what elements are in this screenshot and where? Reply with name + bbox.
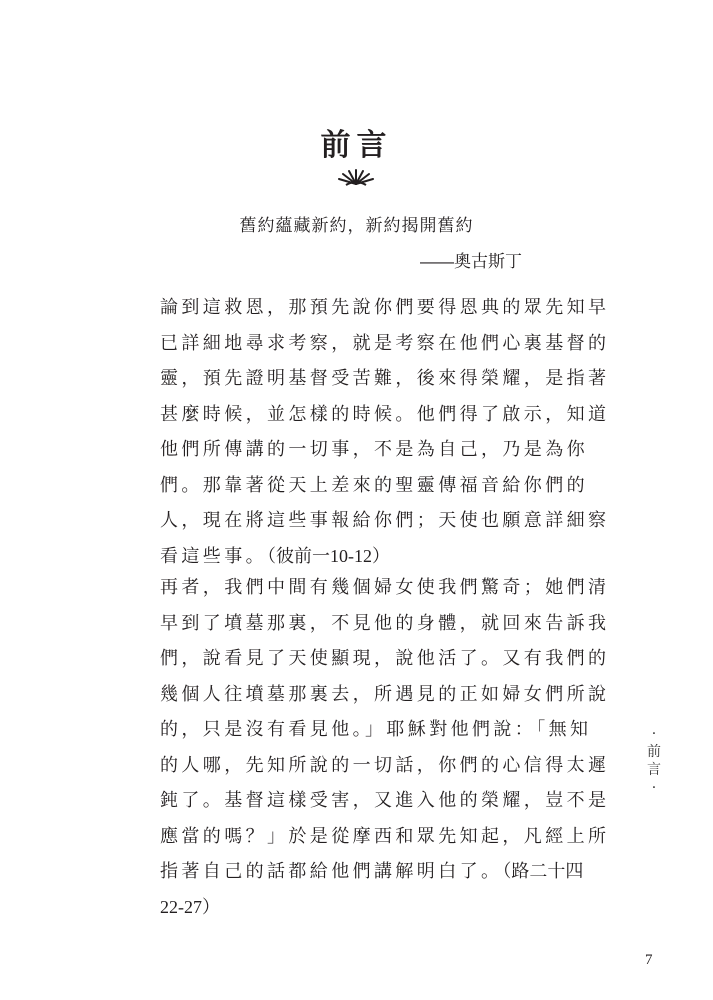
scripture-reference-continued: 22-27） [160,896,220,917]
text-line: 他們所傳講的一切事，不是為自己，乃是為你 [160,439,588,460]
text-line-content: 看這些事。 [160,545,267,567]
side-tab-dot: · [651,780,657,796]
scripture-reference: （彼前一10-12） [267,545,390,566]
side-tab-char: 言 [647,762,661,778]
chapter-side-tab [646,725,662,797]
text-line: 們，說看見了天使顯現，說他活了。又有我們的 [160,648,610,669]
text-line: 的人哪，先知所說的一切話，你們的心信得太遲 [160,754,610,776]
text-line: 的，只是沒有看見他。」耶穌對他們說：「無知 [160,719,592,740]
epigraph-quote: 舊約蘊藏新約，新約揭開舊約 [239,216,474,236]
paragraph-scripture-1 [160,290,610,574]
paragraph-scripture-2 [160,570,610,925]
page-number: 7 [645,952,653,968]
text-line: 鈍了。基督這樣受害，又進入他的榮耀，豈不是 [160,790,610,811]
text-line: 甚麼時候，並怎樣的時候。他們得了啟示，知道 [160,403,610,425]
text-line: 早到了墳墓那裏，不見他的身體，就回來告訴我 [160,612,610,634]
text-line: 幾個人往墳墓那裏去，所遇見的正如婦女們所說 [160,683,610,705]
text-line [160,854,584,890]
text-line: 再者，我們中間有幾個婦女使我們驚奇；她們清 [160,577,610,598]
side-tab-char: 前 [647,744,661,760]
text-line: 已詳細地尋求考察，就是考察在他們心裏基督的 [160,332,610,354]
epigraph-attribution: ——奧古斯丁 [420,252,522,271]
text-line [160,539,572,575]
text-line: 靈，預先證明基督受苦難，後來得榮耀，是指著 [160,368,610,389]
page-title: 前言 [320,128,393,163]
text-line: 論到這救恩，那預先說你們要得恩典的眾先知早 [160,297,610,318]
fan-flourish-icon [336,166,376,188]
scripture-reference: （路二十四 [502,861,584,881]
side-tab-dot: · [651,726,657,742]
text-line: 應當的嗎？」於是從摩西和眾先知起，凡經上所 [160,825,610,847]
text-line: 們。那靠著從天上差來的聖靈傳福音給你們的 [160,474,588,496]
text-line: 人，現在將這些事報給你們；天使也願意詳細察 [160,510,610,531]
text-line-content: 指著自己的話都給他們講解明白了。 [160,861,503,882]
